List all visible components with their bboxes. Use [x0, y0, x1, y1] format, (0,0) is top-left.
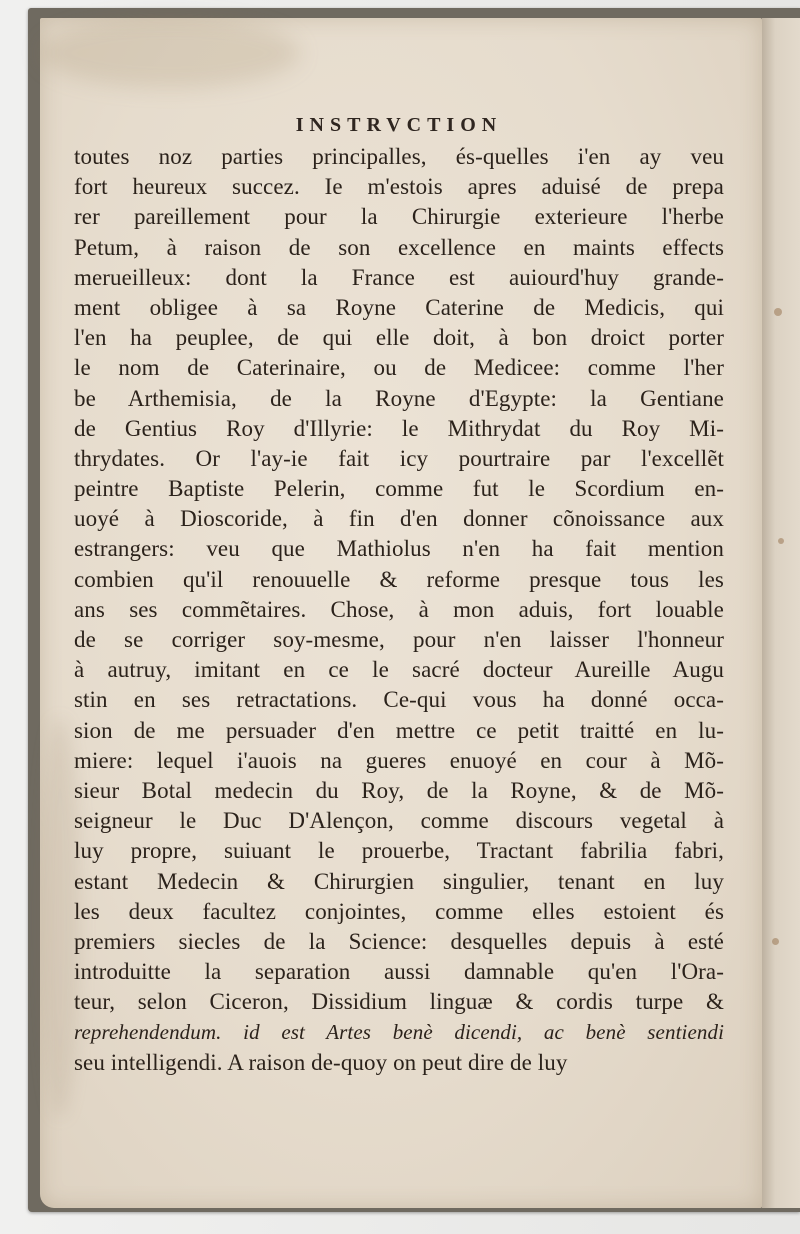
text-line: ment obligee à sa Royne Caterine de Medicis, qui	[74, 294, 724, 320]
text-line: seigneur le Duc D'Alençon, comme discours vegetal à	[74, 808, 724, 834]
text-line: l'en ha peuplee, de qui elle doit, à bon droict porter	[74, 325, 724, 351]
text-line: les deux facultez conjointes, comme elles estoient és	[74, 898, 724, 924]
text-line-latin: reprehendendum. id est Artes benè dicendi, ac benè sentiendi	[74, 1020, 724, 1045]
text-line: be Arthemisia, de la Royne d'Egypte: la Gentiane	[74, 385, 724, 411]
text-line: peintre Baptiste Pelerin, comme fut le Scordium en-	[74, 476, 724, 502]
text-line: estant Medecin & Chirurgien singulier, tenant en luy	[74, 868, 724, 894]
text-line: à autruy, imitant en ce le sacré docteur Aureille Augu	[74, 657, 724, 683]
running-head: INSTRVCTION	[295, 114, 503, 136]
text-line: uoyé à Dioscoride, à fin d'en donner cõnoissance aux	[74, 506, 724, 532]
text-line: luy propre, suiuant le prouerbe, Tractant fabrilia fabri,	[74, 838, 724, 864]
text-line: toutes noz parties principalles, és-quelles i'en ay veu	[74, 144, 724, 169]
text-line: sion de me persuader d'en mettre ce petit traitté en lu-	[74, 717, 724, 743]
foxing-spot	[774, 308, 782, 316]
text-line: sieur Botal medecin du Roy, de la Royne, & de Mõ-	[74, 777, 724, 803]
text-line: premiers siecles de la Science: desquelles depuis à esté	[74, 928, 724, 954]
text-line: seu intelligendi. A raison de-quoy on peut dire de luy	[74, 1049, 568, 1075]
text-line: Petum, à raison de son excellence en maints effects	[74, 234, 724, 260]
text-line: ans ses commẽtaires. Chose, à mon aduis, fort louable	[74, 596, 724, 622]
foxing-spot	[778, 538, 784, 544]
text-line: teur, selon Ciceron, Dissidium linguæ & cordis turpe &	[74, 989, 724, 1015]
text-line: le nom de Caterinaire, ou de Medicee: comme l'her	[74, 355, 724, 381]
text-line: thrydates. Or l'ay-ie fait icy pourtraire par l'excellẽt	[74, 445, 724, 471]
text-block	[74, 112, 724, 1078]
text-line: stin en ses retractations. Ce-qui vous ha donné occa-	[74, 687, 724, 713]
foxing-spot	[772, 938, 779, 945]
text-line: combien qu'il renouuelle & reforme presque tous les	[74, 566, 724, 592]
facing-page-edge	[762, 18, 800, 1208]
text-line: de Gentius Roy d'Illyrie: le Mithrydat du Roy Mi-	[74, 415, 724, 441]
text-line: rer pareillement pour la Chirurgie exterieure l'herbe	[74, 204, 724, 230]
text-line: estrangers: veu que Mathiolus n'en ha fait mention	[74, 536, 724, 562]
text-line: miere: lequel i'auois na gueres enuoyé en cour à Mõ-	[74, 747, 724, 773]
text-line: merueilleux: dont la France est auiourd'huy grande-	[74, 264, 724, 290]
text-line: fort heureux succez. Ie m'estois apres aduisé de prepa	[74, 174, 724, 200]
text-line: de se corriger soy-mesme, pour n'en laisser l'honneur	[74, 627, 724, 652]
water-stain	[40, 18, 300, 88]
text-line: introduitte la separation aussi damnable qu'en l'Ora-	[74, 959, 724, 985]
